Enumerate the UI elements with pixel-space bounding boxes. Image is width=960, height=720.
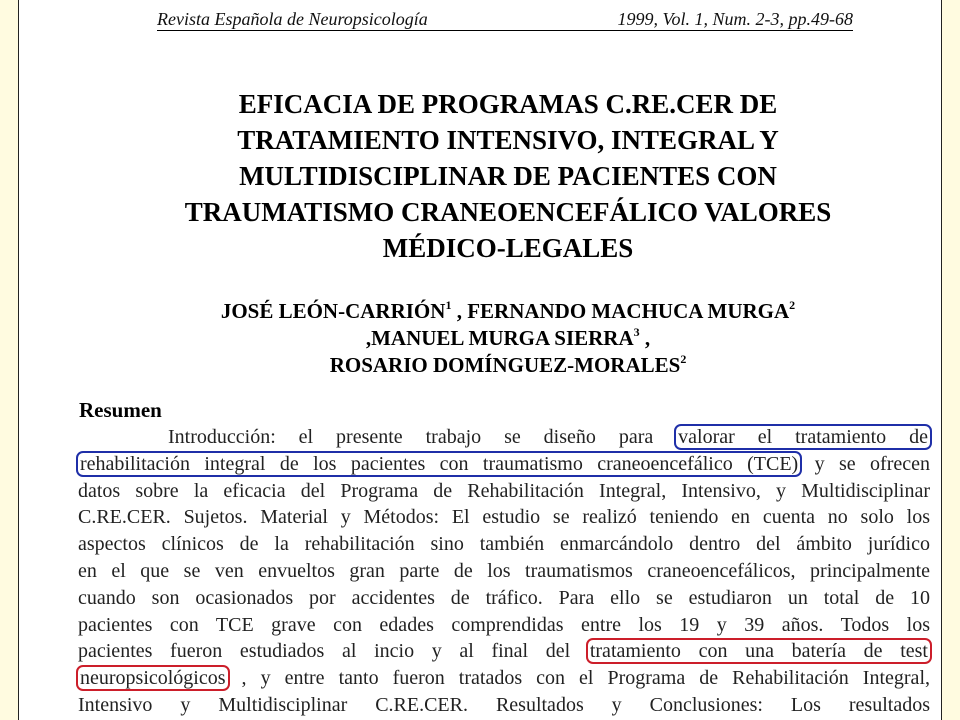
paper-title [119,86,897,266]
abstract-line: C.RE.CER. Sujetos. Material y Métodos: El estudio se realizó teniendo en cuenta no solo los [78,506,930,529]
abstract-text: , y entre tanto fueron tratados con el Programa de Rehabilitación Integral, [227,667,930,690]
affiliation-mark: 2 [789,298,796,312]
author-list [109,298,907,379]
abstract-line: cuando son ocasionados por accidentes de tráfico. Para ello se estudiaron un total de 10 [78,586,930,609]
author-name: ,MANUEL MURGA SIERRA [365,326,634,350]
author-name: ROSARIO DOMÍNGUEZ-MORALES [329,353,681,377]
abstract-line [78,638,930,665]
author-line [109,325,907,352]
abstract-line [78,665,930,692]
author-name: , FERNANDO MACHUCA MURGA [451,299,790,323]
highlight-red: neuropsicológicos [76,665,230,691]
author-name: JOSÉ LEÓN-CARRIÓN [220,299,446,323]
title-line: MÉDICO-LEGALES [382,233,634,263]
abstract-line: aspectos clínicos de la rehabilitación sino también enmarcándolo dentro del ámbito jurídico [78,533,930,556]
abstract-line: pacientes con TCE grave con edades comprendidas entre los 19 y 39 años. Todos los [78,613,930,636]
highlight-blue: valorar el tratamiento de [674,424,932,450]
author-line [109,298,907,325]
abstract-body [78,424,930,719]
affiliation-mark: 3 [633,325,640,339]
abstract-line [78,424,930,451]
affiliation-mark: 1 [445,298,452,312]
abstract-line: Intensivo y Multidisciplinar C.RE.CER. Resultados y Conclusiones: Los resultados [78,693,930,716]
abstract-line [78,451,930,478]
title-line: TRAUMATISMO CRANEOENCEFÁLICO VALORES [184,197,832,227]
abstract-line: en el que se ven envueltos gran parte de los traumatismos craneoencefálicos, principalmente [78,559,930,582]
highlight-blue: rehabilitación integral de los pacientes con traumatismo craneoencefálico (TCE) [76,451,802,477]
abstract-text: pacientes fueron estudiados al incio y al final del [78,640,588,663]
highlight-red: tratamiento con una batería de test [586,638,932,664]
abstract-line: datos sobre la eficacia del Programa de Rehabilitación Integral, Intensivo, y Multidisciplinar [78,479,930,502]
abstract-text: Introducción: el presente trabajo se diseño para [168,426,677,448]
title-line: MULTIDISCIPLINAR DE PACIENTES CON [239,161,777,191]
title-line: EFICACIA DE PROGRAMAS C.RE.CER DE [238,89,778,119]
author-separator: , [639,326,651,350]
affiliation-mark: 2 [680,352,687,366]
journal-name: Revista Española de Neuropsicología [157,9,428,29]
abstract-heading: Resumen [79,398,162,422]
author-line [109,352,907,379]
abstract-text: y se ofrecen [800,452,930,475]
running-header [157,8,853,31]
paper-page [18,0,942,720]
title-line: TRATAMIENTO INTENSIVO, INTEGRAL Y [237,125,779,155]
citation: 1999, Vol. 1, Num. 2-3, pp.49-68 [617,9,853,29]
